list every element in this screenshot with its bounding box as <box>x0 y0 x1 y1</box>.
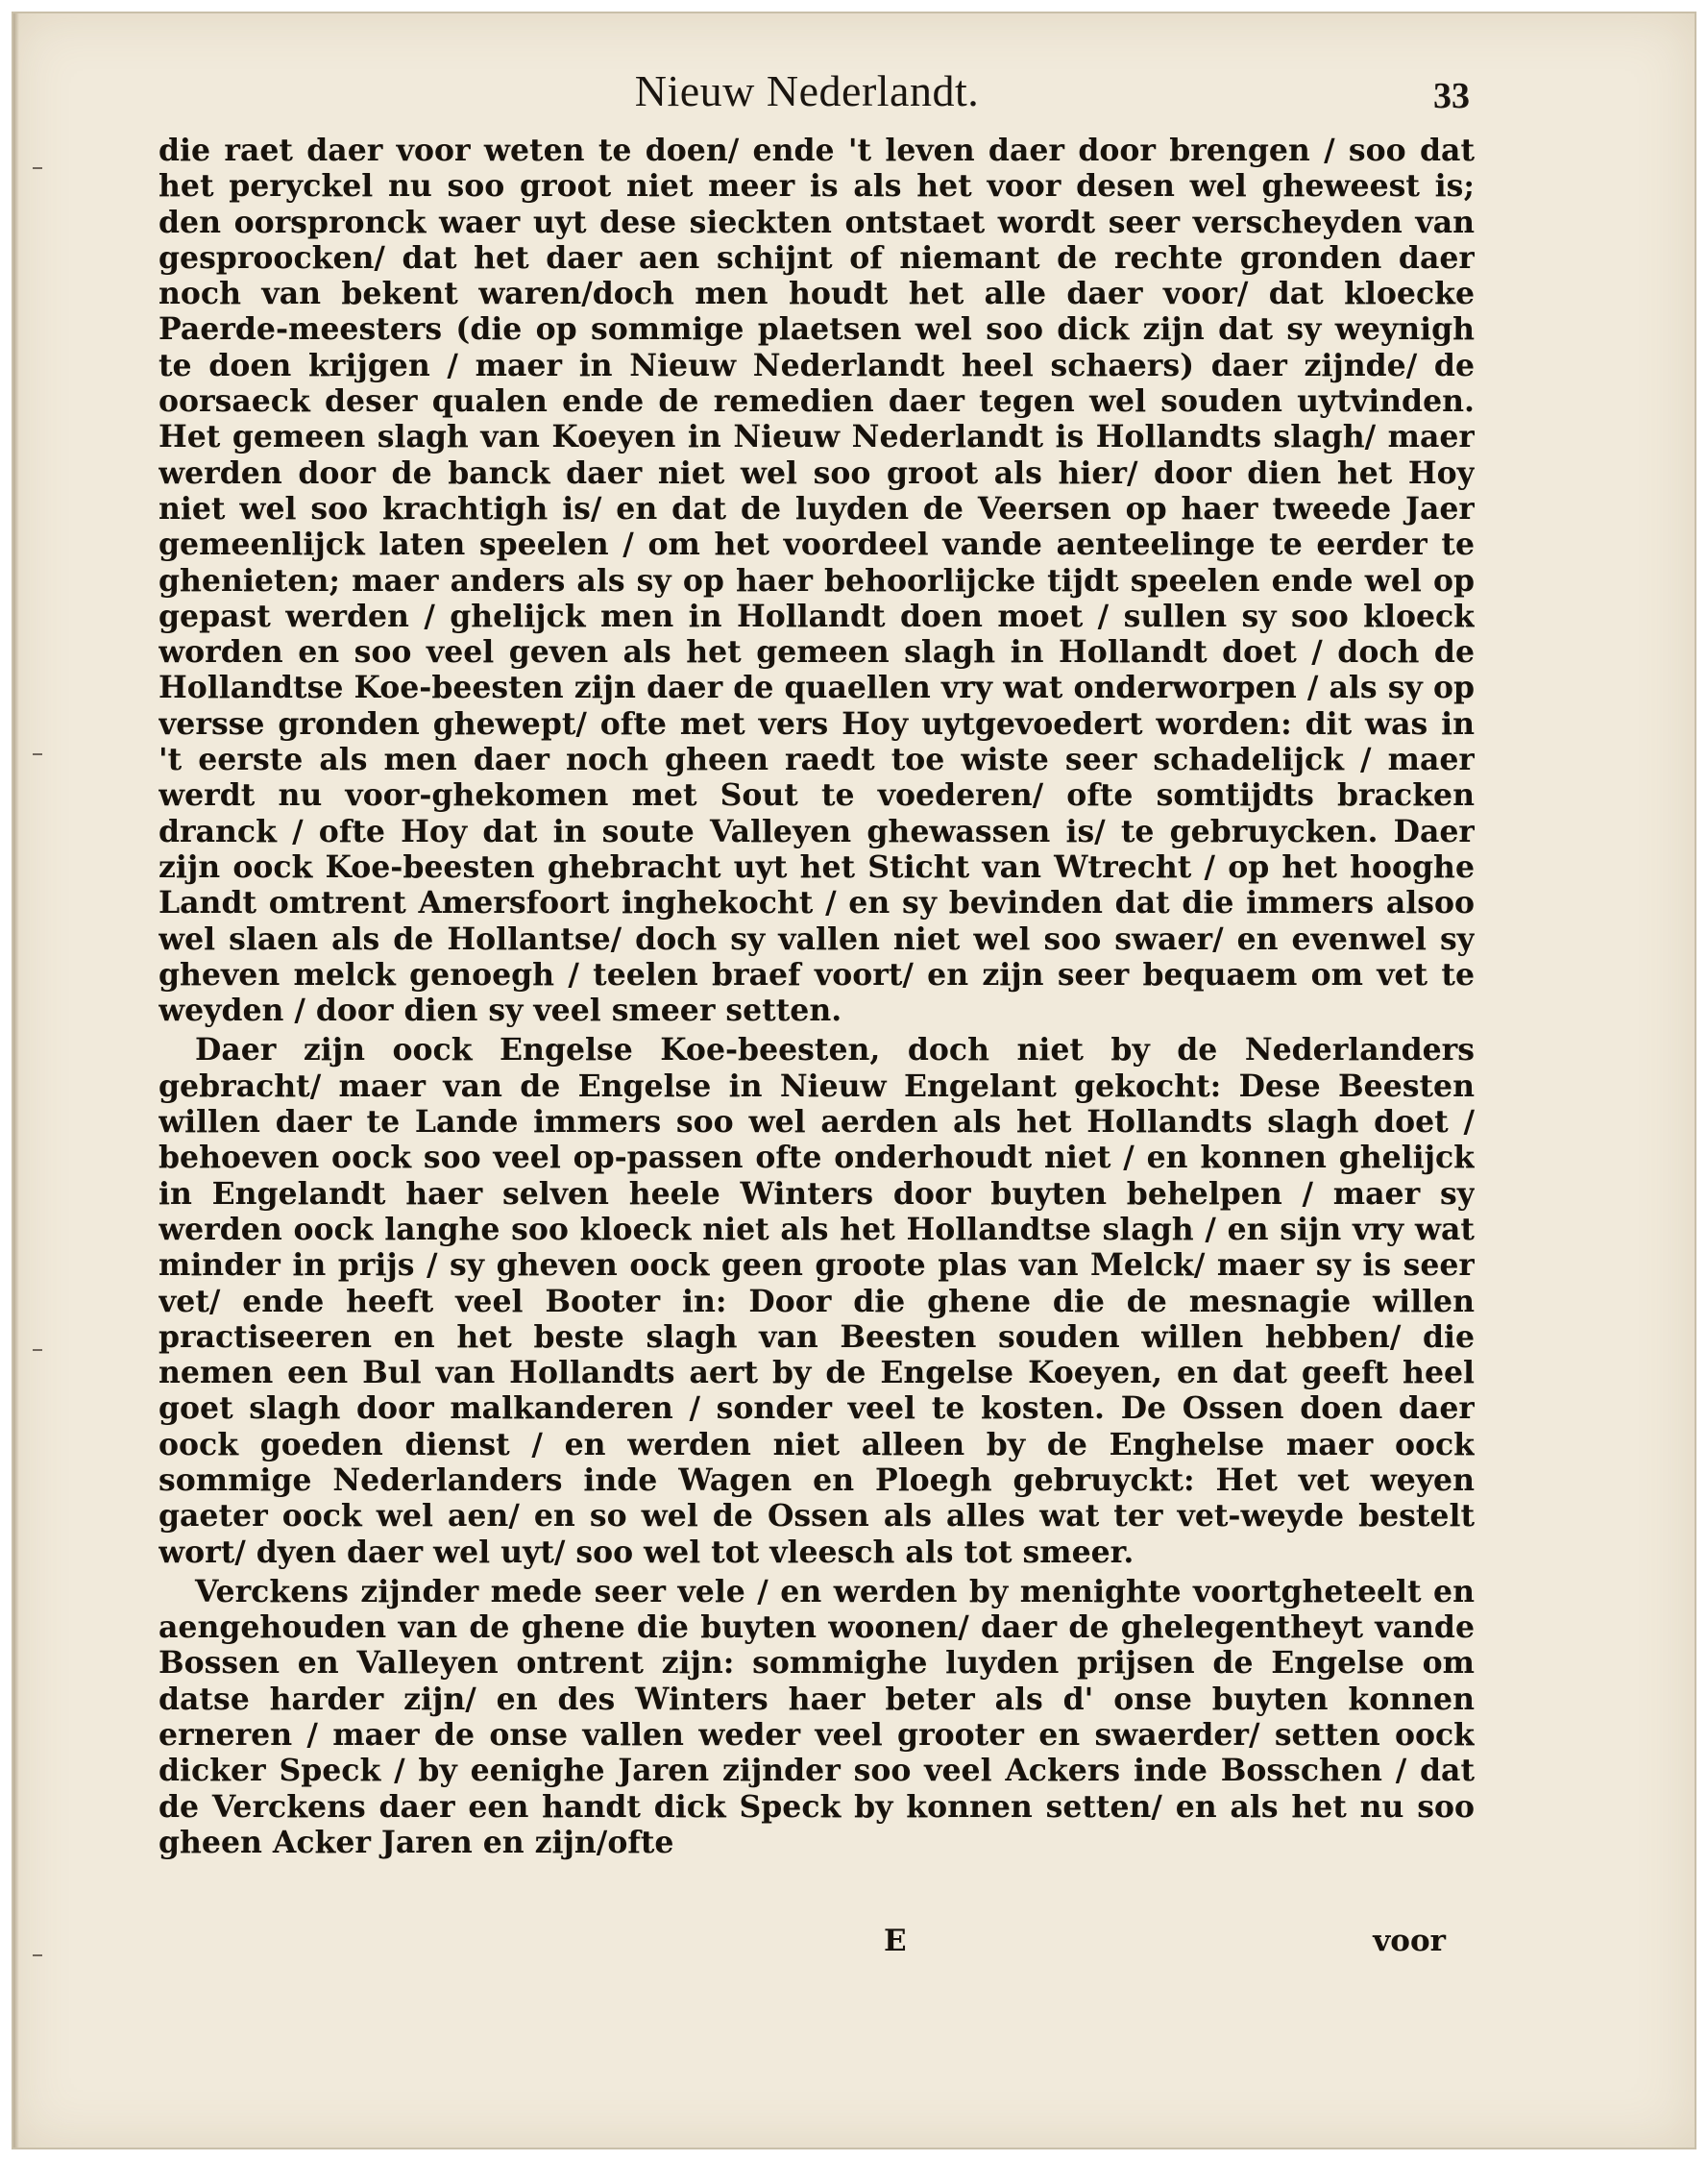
catchword: voor <box>1373 1924 1446 1958</box>
page-header <box>144 58 1470 125</box>
paragraph: die raet daer voor weten te doen/ ende 't leven daer door brengen / soo dat het peryckel nu soo groot niet meer is als het voor desen wel gheweest is; den oorspronck waer uyt dese sieckten ontstaet wordt seer verscheyden van gesproocken/ dat het daer aen schijnt of niemant de rechte gronden daer noch van bekent waren/doch men houdt het alle daer voor/ dat kloecke Paerde-meesters (die op sommige plaetsen wel soo dick zijn dat sy weynigh te doen krijgen / maer in Nieuw Nederlandt heel schaers) daer zijnde/ de oorsaeck deser qualen ende de remedien daer tegen wel souden uytvinden. Het gemeen slagh van Koeyen in Nieuw Nederlandt is Hollandts slagh/ maer werden door de banck daer niet wel soo groot als hier/ door dien het Hoy niet wel soo krachtigh is/ en dat de luyden de Veersen op haer tweede Jaer gemeenlijck laten speelen / om het voordeel vande aenteelinge te eerder te ghenieten; maer anders als sy op haer behoorlijcke tijdt speelen ende wel op gepast werden / ghelijck men in Hollandt doen moet / sullen sy soo kloeck worden en soo veel geven als het gemeen slagh in Hollandt doet / doch de Hollandtse Koe-beesten zijn daer de quaellen vry wat onderworpen / als sy op versse gronden ghewept/ ofte met vers Hoy uytgevoedert worden: dit was in 't eerste als men daer noch gheen raedt toe wiste seer schadelijck / maer werdt nu voor-ghekomen met Sout te voederen/ ofte somtijdts bracken dranck / ofte Hoy dat in soute Valleyen ghewassen is/ te gebruycken. Daer zijn oock Koe-beesten ghebracht uyt het Sticht van Wtrecht / op het hooghe Landt omtrent Amersfoort inghekocht / en sy bevinden dat die immers alsoo wel slaen als de Hollantse/ doch sy vallen niet wel soo swaer/ en evenwel sy gheven melck genoegh / teelen braef voort/ en zijn seer bequaem om vet te weyden / door dien sy veel smeer setten. <box>159 133 1475 1029</box>
signature-mark: E <box>884 1924 907 1958</box>
margin-mark <box>33 167 42 169</box>
margin-mark <box>33 1954 42 1956</box>
paragraph: Daer zijn oock Engelse Koe-beesten, doch niet by de Nederlanders gebracht/ maer van de Engelse in Nieuw Engelant gekocht: Dese Beesten willen daer te Lande immers soo wel aerden als het Hollandts slagh doet / behoeven oock soo veel op-passen ofte onderhoudt niet / en konnen ghelijck in Engelandt haer selven heele Winters door buyten behelpen / maer sy werden oock langhe soo kloeck niet als het Hollandtse slagh / en sijn vry wat minder in prijs / sy gheven oock geen groote plas van Melck/ maer sy is seer vet/ ende heeft veel Booter in: Door die ghene die de mesnagie willen practiseeren en het beste slagh van Beesten souden willen hebben/ die nemen een Bul van Hollandts aert by de Engelse Koeyen, en dat geeft heel goet slagh door malkanderen / sonder veel te kosten. De Ossen doen daer oock goeden dienst / en werden niet alleen by de Enghelse maer oock sommige Nederlanders inde Wagen en Ploegh gebruyckt: Het vet weyen gaeter oock wel aen/ en so wel de Ossen als alles wat ter vet-weyde bestelt wort/ dyen daer wel uyt/ soo wel tot vleesch als tot smeer. <box>159 1032 1475 1570</box>
page-number: 33 <box>1433 76 1470 116</box>
footer-line <box>159 1924 1475 1962</box>
body-text <box>159 133 1475 1939</box>
margin-mark <box>33 753 42 755</box>
paragraph: Verckens zijnder mede seer vele / en werden by menighte voortgheteelt en aengehouden van de ghene die buyten woonen/ daer de ghelegentheyt vande Bossen en Valleyen ontrent zijn: sommighe luyden prijsen de Engelse om datse harder zijn/ en des Winters haer beter als d' onse buyten konnen erneren / maer de onse vallen weder veel grooter en swaerder/ setten oock dicker Speck / by eenighe Jaren zijnder soo veel Ackers inde Bosschen / dat de Verckens daer een handt dick Speck by konnen setten/ en als het nu soo gheen Acker Jaren en zijn/ofte <box>159 1573 1475 1860</box>
running-title: Nieuw Nederlandt. <box>634 66 980 115</box>
margin-mark <box>33 1349 42 1351</box>
page-edge-shadow <box>13 13 19 2148</box>
